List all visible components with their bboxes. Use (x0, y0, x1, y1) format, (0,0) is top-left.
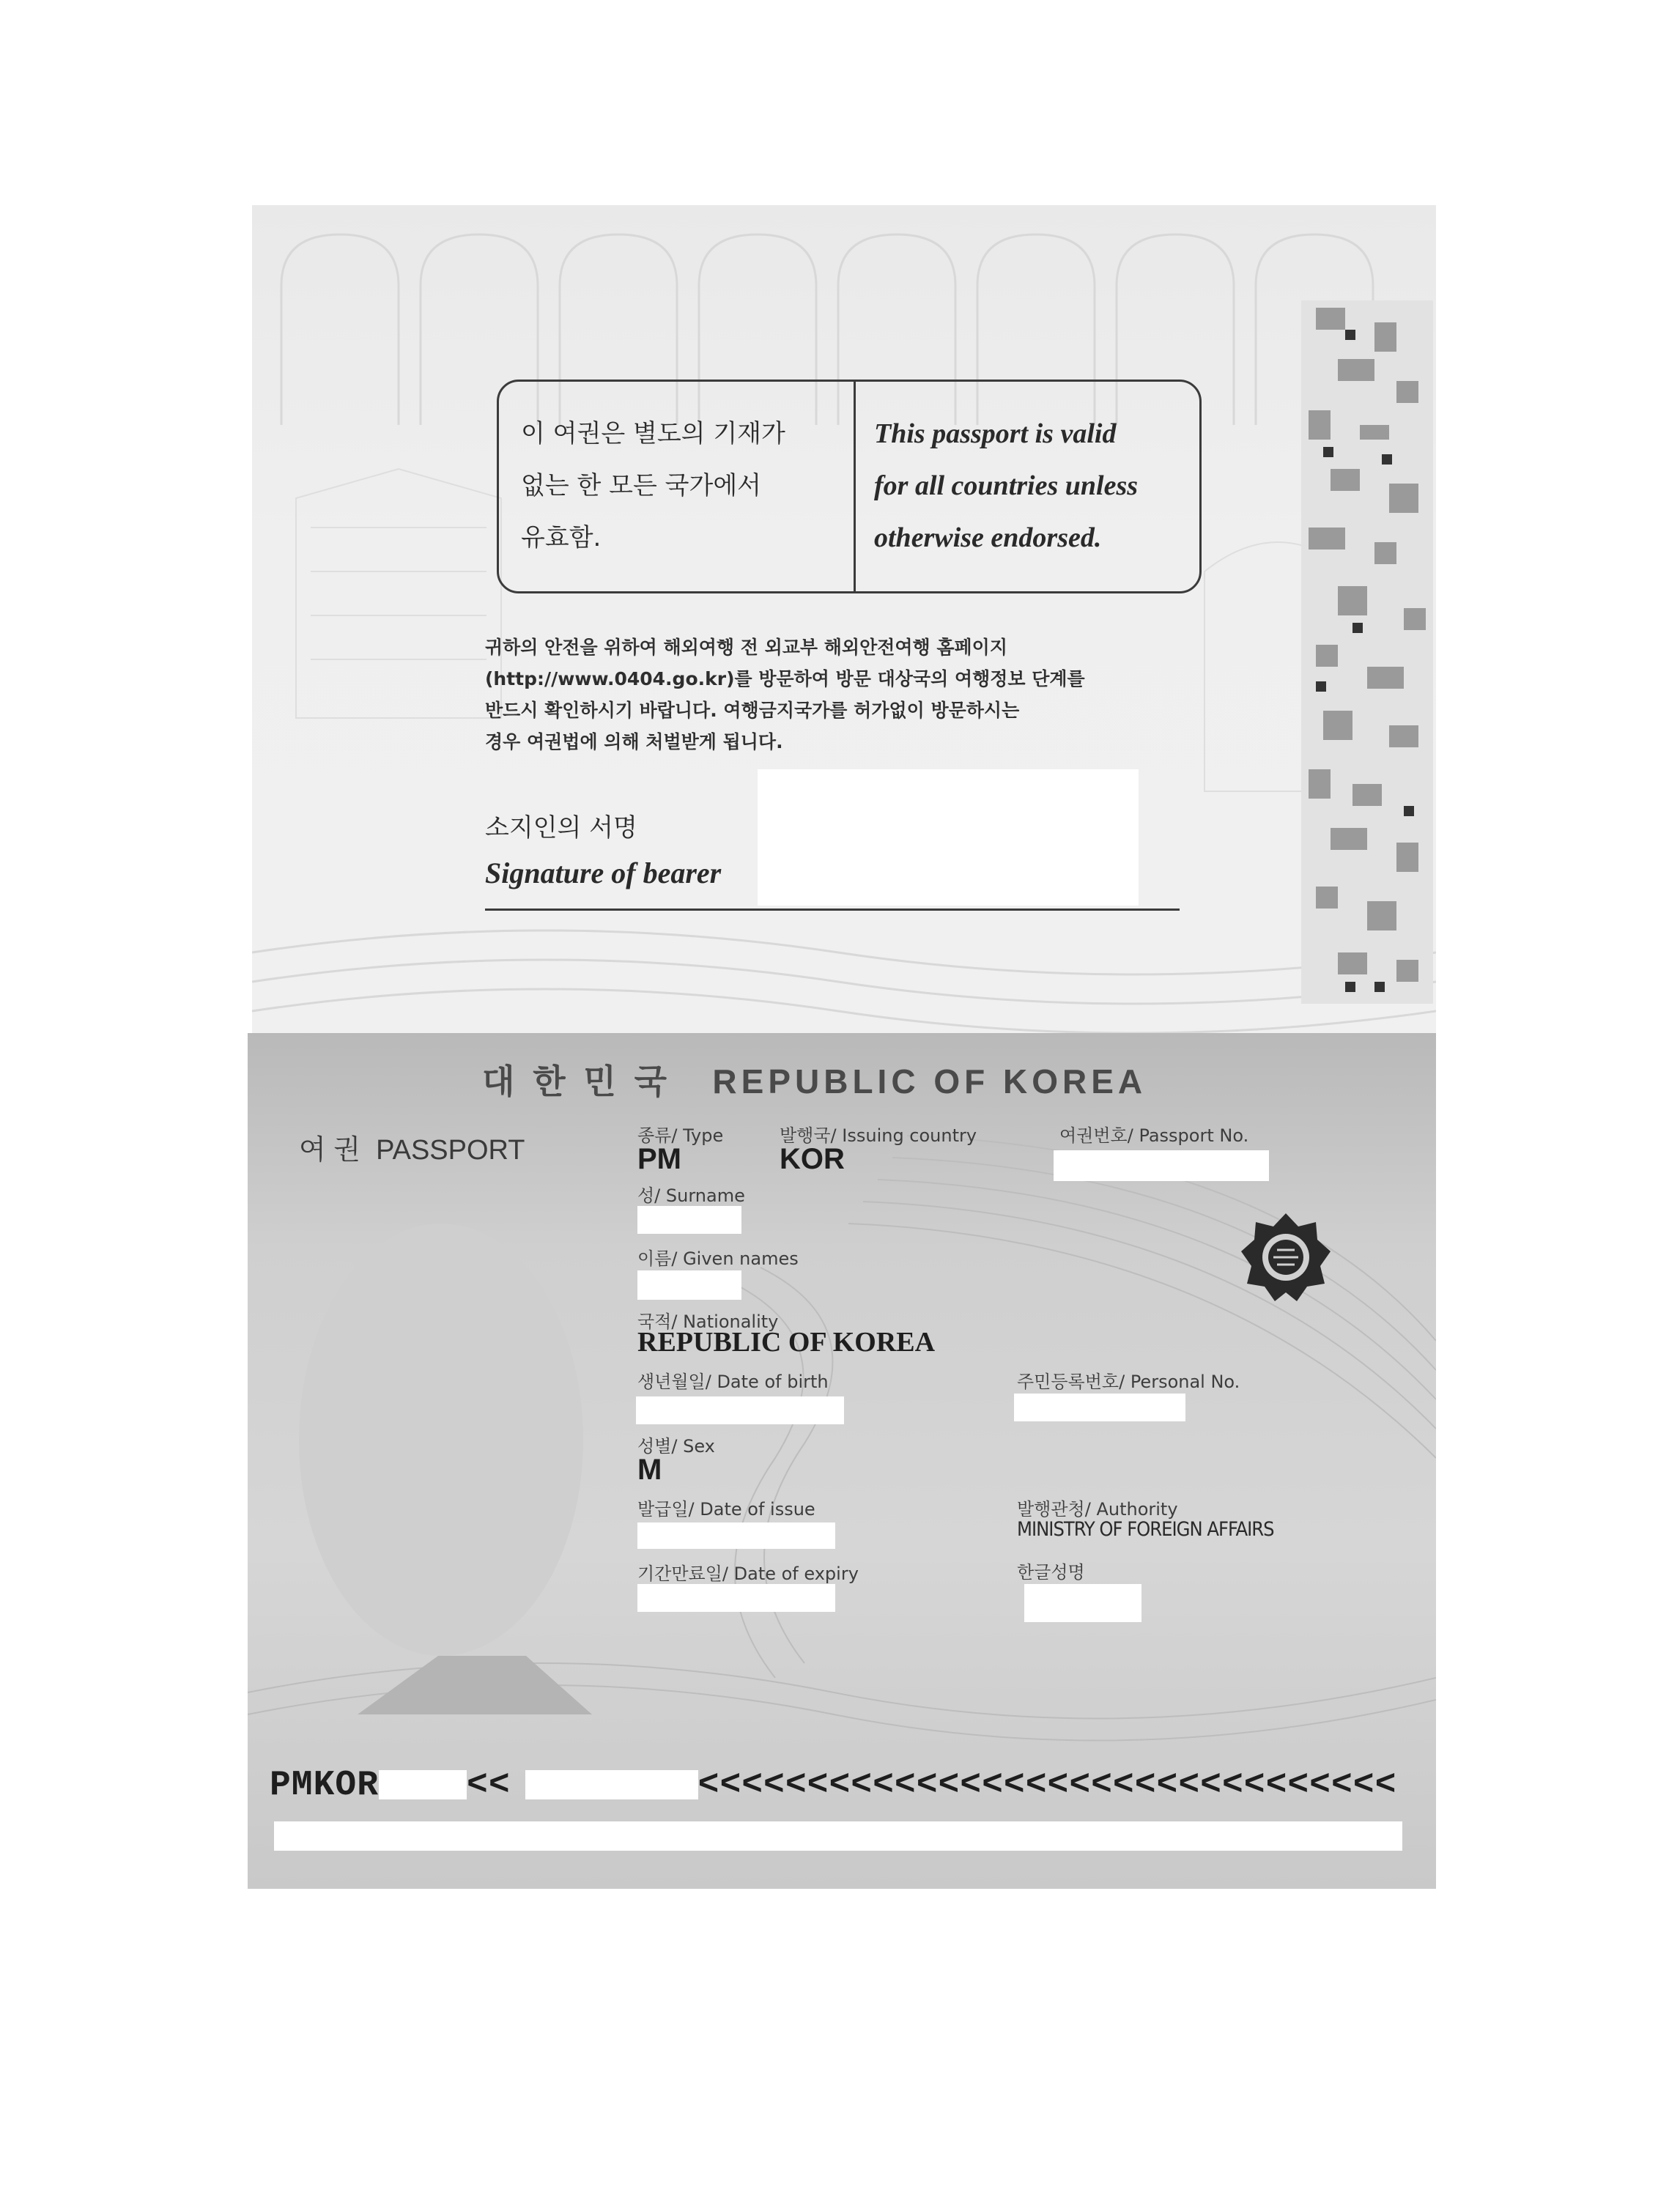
validity-notice-korean-line: 없는 한 모든 국가에서 (521, 471, 762, 500)
date-of-birth-redaction (636, 1396, 844, 1424)
sex-value: M (637, 1454, 662, 1486)
passport-no-redaction (1054, 1150, 1269, 1181)
data-page (248, 1033, 1436, 1889)
sex-label: 성별/ Sex (637, 1436, 715, 1457)
signature-label-korean: 소지인의 서명 (485, 813, 637, 843)
issuing-country-value: KOR (780, 1143, 845, 1175)
notice-divider (854, 382, 856, 591)
date-of-issue-redaction (637, 1522, 835, 1549)
travel-advisory (485, 632, 1218, 758)
mrz-line-1 (270, 1766, 1396, 1805)
validity-notice-english-line: otherwise endorsed. (874, 522, 1102, 553)
mrz-line-1-filler: <<<<<<<<<<<<<<<<<<<<<<<<<<<<<<<< (697, 1766, 1397, 1805)
signature-line (485, 909, 1180, 911)
korean-name-redaction (1024, 1584, 1141, 1622)
mrz-surname-redaction (379, 1770, 467, 1799)
validity-notice-korean (521, 408, 836, 564)
signature-redaction (758, 769, 1139, 906)
given-names-redaction (637, 1270, 741, 1300)
date-of-expiry-redaction (637, 1584, 835, 1612)
personal-no-redaction (1014, 1394, 1185, 1421)
travel-advisory-line: 경우 여권법에 의해 처벌받게 됩니다. (485, 731, 783, 752)
passport-scan (248, 205, 1436, 1889)
validity-notice-english (874, 408, 1189, 564)
nationality-label: 국적/ Nationality (637, 1311, 779, 1332)
pixelated-redaction-strip (1301, 300, 1433, 1004)
date-of-birth-label: 생년월일/ Date of birth (637, 1372, 829, 1392)
mrz-given-names-redaction (525, 1770, 698, 1799)
issuing-country-label: 발행국/ Issuing country (780, 1125, 977, 1146)
date-of-issue-label: 발급일/ Date of issue (637, 1499, 815, 1520)
validity-notice-english-line: This passport is valid (874, 418, 1117, 449)
mrz-line-1-prefix: PMKOR (270, 1766, 380, 1805)
country-header: 대 한 민 국 REPUBLIC OF KOREA (482, 1062, 1147, 1100)
authority-value: MINISTRY OF FOREIGN AFFAIRS (1017, 1518, 1274, 1541)
type-value: PM (637, 1143, 681, 1175)
signature-label-english: Signature of bearer (485, 856, 722, 889)
surname-label: 성/ Surname (637, 1185, 745, 1206)
personal-no-label: 주민등록번호/ Personal No. (1017, 1372, 1240, 1392)
validity-notice-english-line: for all countries unless (874, 470, 1139, 501)
validity-notice-korean-line: 유효함. (521, 523, 602, 552)
type-label: 종류/ Type (637, 1125, 724, 1146)
holder-photo-redacted (299, 1224, 583, 1656)
date-of-expiry-label: 기간만료일/ Date of expiry (637, 1564, 859, 1584)
korean-name-label: 한글성명 (1017, 1562, 1085, 1583)
validity-notice-korean-line: 이 여권은 별도의 기재가 (521, 419, 785, 448)
passport-no-label: 여권번호/ Passport No. (1059, 1125, 1249, 1146)
national-emblem-icon (1238, 1210, 1333, 1306)
observations-page (252, 205, 1436, 1033)
mrz-line-2-redaction (274, 1821, 1402, 1851)
travel-advisory-line: 반드시 확인하시기 바랍니다. 여행금지국가를 허가없이 방문하시는 (485, 700, 1020, 721)
nationality-value: REPUBLIC OF KOREA (637, 1327, 936, 1358)
document-type-label: 여 권 PASSPORT (299, 1135, 525, 1166)
travel-advisory-line: (http://www.0404.go.kr)를 방문하여 방문 대상국의 여행정보 단계를 (485, 668, 1085, 689)
surname-redaction (637, 1206, 741, 1234)
given-names-label: 이름/ Given names (637, 1248, 799, 1269)
mrz-line-1-separator: << (467, 1766, 511, 1805)
travel-advisory-line: 귀하의 안전을 위하여 해외여행 전 외교부 해외안전여행 홈페이지 (485, 637, 1007, 658)
authority-label: 발행관청/ Authority (1017, 1499, 1178, 1520)
validity-notice-box (497, 380, 1202, 593)
